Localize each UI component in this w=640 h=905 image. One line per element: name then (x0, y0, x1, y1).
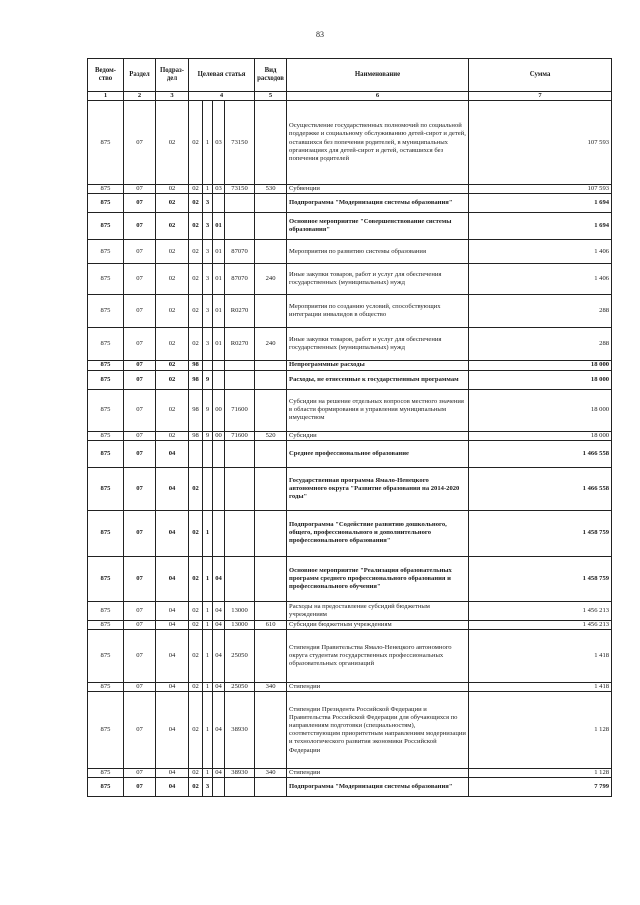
cell-cs-subprogram: 1 (203, 101, 213, 185)
cell-razdel: 07 (124, 683, 156, 692)
cell-summa: 288 (469, 295, 612, 328)
table-row (88, 361, 612, 370)
cell-vedomstvo: 875 (88, 370, 124, 389)
cell-cs-direction (225, 510, 255, 556)
cell-summa: 1 456 213 (469, 620, 612, 629)
table-row (88, 440, 612, 467)
header-summa: Сумма (469, 59, 612, 92)
header-razdel: Раздел (124, 59, 156, 92)
table-row (88, 510, 612, 556)
cell-cs-subprogram: 1 (203, 185, 213, 194)
cell-naimenovanie: Государственная программа Ямало-Ненецкого автономного округа "Развитие образования на 2014-2020 годы" (287, 467, 469, 510)
cell-cs-direction: 25050 (225, 630, 255, 683)
cell-cs-program: 02 (189, 601, 203, 620)
cell-cs-subprogram: 9 (203, 370, 213, 389)
cell-razdel: 07 (124, 194, 156, 213)
cell-summa: 18 000 (469, 431, 612, 440)
cell-cs-program: 02 (189, 778, 203, 797)
cell-vid-rashodov: 340 (255, 769, 287, 778)
cell-summa: 1 456 213 (469, 601, 612, 620)
cell-razdel: 07 (124, 556, 156, 601)
cell-cs-event: 01 (213, 240, 225, 264)
cell-naimenovanie: Субвенции (287, 185, 469, 194)
table-row (88, 194, 612, 213)
cell-razdel: 07 (124, 440, 156, 467)
cell-naimenovanie: Подпрограмма "Модернизация системы образования" (287, 194, 469, 213)
cell-vedomstvo: 875 (88, 683, 124, 692)
table-row (88, 769, 612, 778)
cell-naimenovanie: Иные закупки товаров, работ и услуг для обеспечения государственных (муниципальных) нужд (287, 328, 469, 361)
cell-naimenovanie: Мероприятия по развитию системы образования (287, 240, 469, 264)
cell-cs-event: 03 (213, 101, 225, 185)
cell-cs-subprogram (203, 467, 213, 510)
cell-vid-rashodov (255, 194, 287, 213)
cell-vid-rashodov (255, 692, 287, 769)
cell-vid-rashodov (255, 295, 287, 328)
cell-cs-event: 04 (213, 556, 225, 601)
cell-razdel: 07 (124, 620, 156, 629)
cell-vedomstvo: 875 (88, 431, 124, 440)
cell-cs-direction: R0270 (225, 295, 255, 328)
cell-cs-event (213, 510, 225, 556)
cell-summa: 107 593 (469, 101, 612, 185)
header-naimenovanie: Наименование (287, 59, 469, 92)
cell-vid-rashodov (255, 467, 287, 510)
cell-cs-direction (225, 361, 255, 370)
cell-naimenovanie: Субсидии на решение отдельных вопросов местного значения в области формирования и управления муниципальным имуществом (287, 389, 469, 431)
cell-cs-program: 02 (189, 630, 203, 683)
cell-cs-program: 02 (189, 213, 203, 240)
cell-vid-rashodov: 340 (255, 683, 287, 692)
cell-razdel: 07 (124, 431, 156, 440)
cell-vedomstvo: 875 (88, 194, 124, 213)
cell-summa: 7 799 (469, 778, 612, 797)
cell-razdel: 07 (124, 769, 156, 778)
cell-naimenovanie: Подпрограмма "Модернизация системы образования" (287, 778, 469, 797)
cell-cs-direction: R0270 (225, 328, 255, 361)
cell-razdel: 07 (124, 510, 156, 556)
cell-summa: 18 000 (469, 370, 612, 389)
cell-vid-rashodov (255, 601, 287, 620)
header-vid-rashodov: Вид расходов (255, 59, 287, 92)
cell-razdel: 07 (124, 328, 156, 361)
cell-podrazdel: 04 (156, 601, 189, 620)
cell-razdel: 07 (124, 601, 156, 620)
cell-podrazdel: 02 (156, 264, 189, 295)
cell-naimenovanie: Иные закупки товаров, работ и услуг для обеспечения государственных (муниципальных) нужд (287, 264, 469, 295)
cell-cs-subprogram: 9 (203, 389, 213, 431)
cell-podrazdel: 02 (156, 194, 189, 213)
column-number: 7 (469, 92, 612, 101)
cell-cs-event: 01 (213, 328, 225, 361)
table-row (88, 778, 612, 797)
cell-vedomstvo: 875 (88, 467, 124, 510)
cell-cs-event: 04 (213, 601, 225, 620)
cell-podrazdel: 04 (156, 467, 189, 510)
cell-vedomstvo: 875 (88, 692, 124, 769)
cell-cs-program: 98 (189, 389, 203, 431)
cell-vid-rashodov (255, 630, 287, 683)
cell-summa: 1 466 558 (469, 440, 612, 467)
cell-podrazdel: 04 (156, 778, 189, 797)
cell-summa: 1 406 (469, 240, 612, 264)
cell-vedomstvo: 875 (88, 185, 124, 194)
cell-vid-rashodov (255, 440, 287, 467)
header-row (88, 59, 612, 92)
cell-cs-program: 02 (189, 101, 203, 185)
cell-cs-event (213, 370, 225, 389)
cell-podrazdel: 02 (156, 328, 189, 361)
cell-cs-program: 02 (189, 467, 203, 510)
cell-naimenovanie: Расходы на предоставление субсидий бюджетным учреждениям (287, 601, 469, 620)
cell-vid-rashodov (255, 213, 287, 240)
cell-razdel: 07 (124, 264, 156, 295)
cell-naimenovanie: Стипендии (287, 769, 469, 778)
cell-razdel: 07 (124, 361, 156, 370)
cell-vedomstvo: 875 (88, 213, 124, 240)
cell-vedomstvo: 875 (88, 295, 124, 328)
cell-naimenovanie: Среднее профессиональное образование (287, 440, 469, 467)
cell-vid-rashodov (255, 389, 287, 431)
cell-vid-rashodov: 240 (255, 264, 287, 295)
cell-cs-event: 01 (213, 264, 225, 295)
cell-podrazdel: 02 (156, 370, 189, 389)
column-number: 5 (255, 92, 287, 101)
cell-cs-subprogram: 3 (203, 213, 213, 240)
table-row (88, 240, 612, 264)
cell-cs-direction: 38930 (225, 769, 255, 778)
cell-cs-subprogram: 3 (203, 328, 213, 361)
cell-cs-subprogram: 1 (203, 630, 213, 683)
cell-vedomstvo: 875 (88, 101, 124, 185)
cell-summa: 1 418 (469, 630, 612, 683)
cell-cs-direction (225, 440, 255, 467)
cell-podrazdel: 02 (156, 361, 189, 370)
cell-podrazdel: 04 (156, 440, 189, 467)
header-celevaya-statya: Целевая статья (189, 59, 255, 92)
cell-cs-event (213, 467, 225, 510)
cell-vedomstvo: 875 (88, 778, 124, 797)
cell-cs-subprogram: 1 (203, 510, 213, 556)
cell-podrazdel: 04 (156, 620, 189, 629)
cell-cs-event: 04 (213, 620, 225, 629)
cell-podrazdel: 04 (156, 556, 189, 601)
cell-cs-subprogram: 1 (203, 556, 213, 601)
cell-naimenovanie: Стипендии Президента Российской Федерации и Правительства Российской Федерации для обучающихся по направлениям подготовки (специальностям), соответствующим приоритетным направлениям модернизации и технологического развития экономики Российской Федерации (287, 692, 469, 769)
cell-naimenovanie: Субсидии бюджетным учреждениям (287, 620, 469, 629)
cell-cs-direction: 73150 (225, 101, 255, 185)
cell-cs-direction (225, 467, 255, 510)
cell-cs-program: 02 (189, 328, 203, 361)
cell-cs-event (213, 440, 225, 467)
cell-cs-event: 03 (213, 185, 225, 194)
cell-cs-program: 02 (189, 264, 203, 295)
cell-cs-program: 02 (189, 683, 203, 692)
cell-cs-subprogram: 3 (203, 778, 213, 797)
cell-vedomstvo: 875 (88, 440, 124, 467)
cell-cs-program (189, 440, 203, 467)
column-number: 2 (124, 92, 156, 101)
cell-cs-program: 02 (189, 769, 203, 778)
cell-cs-direction: 13000 (225, 620, 255, 629)
cell-cs-direction: 71600 (225, 389, 255, 431)
cell-vid-rashodov (255, 556, 287, 601)
cell-summa: 18 000 (469, 389, 612, 431)
cell-podrazdel: 04 (156, 769, 189, 778)
cell-summa: 1 406 (469, 264, 612, 295)
cell-cs-direction (225, 370, 255, 389)
table-body (88, 101, 612, 797)
table-row (88, 295, 612, 328)
cell-razdel: 07 (124, 778, 156, 797)
cell-podrazdel: 04 (156, 630, 189, 683)
cell-vid-rashodov (255, 370, 287, 389)
table-row (88, 630, 612, 683)
table-row (88, 692, 612, 769)
cell-podrazdel: 02 (156, 389, 189, 431)
cell-summa: 1 466 558 (469, 467, 612, 510)
table-row (88, 683, 612, 692)
cell-summa: 1 694 (469, 194, 612, 213)
cell-summa: 1 458 759 (469, 510, 612, 556)
cell-vid-rashodov: 520 (255, 431, 287, 440)
cell-razdel: 07 (124, 692, 156, 769)
cell-cs-program: 02 (189, 510, 203, 556)
table-row (88, 467, 612, 510)
cell-razdel: 07 (124, 185, 156, 194)
cell-cs-subprogram (203, 440, 213, 467)
cell-vid-rashodov: 530 (255, 185, 287, 194)
cell-naimenovanie: Стипендия Правительства Ямало-Ненецкого автономного округа студентам государственных профессиональных образовательных организаций (287, 630, 469, 683)
cell-cs-subprogram: 1 (203, 683, 213, 692)
cell-vedomstvo: 875 (88, 264, 124, 295)
cell-naimenovanie: Осуществление государственных полномочий по социальной поддержке и социальному обслуживанию детей-сирот и детей, оставшихся без попечения родителей, в муниципальных организациях для детей-сирот и детей, оставшихся без попечения родителей (287, 101, 469, 185)
cell-razdel: 07 (124, 630, 156, 683)
table-row (88, 328, 612, 361)
cell-cs-direction (225, 778, 255, 797)
cell-cs-event: 04 (213, 769, 225, 778)
cell-summa: 1 128 (469, 692, 612, 769)
cell-cs-event (213, 194, 225, 213)
column-number: 4 (189, 92, 255, 101)
cell-naimenovanie: Основное мероприятие "Реализация образовательных программ среднего профессионального образования и профессионального обучения" (287, 556, 469, 601)
table-row (88, 185, 612, 194)
table-row (88, 620, 612, 629)
cell-cs-event: 01 (213, 295, 225, 328)
cell-razdel: 07 (124, 295, 156, 328)
cell-cs-program: 02 (189, 185, 203, 194)
cell-cs-program: 02 (189, 194, 203, 213)
cell-vedomstvo: 875 (88, 240, 124, 264)
header-podrazdel: Подраз-дел (156, 59, 189, 92)
cell-naimenovanie: Мероприятия по созданию условий, способствующих интеграции инвалидов в общество (287, 295, 469, 328)
cell-vedomstvo: 875 (88, 769, 124, 778)
cell-naimenovanie: Субсидии (287, 431, 469, 440)
column-number-row (88, 92, 612, 101)
cell-cs-direction: 38930 (225, 692, 255, 769)
cell-cs-direction: 13000 (225, 601, 255, 620)
cell-razdel: 07 (124, 370, 156, 389)
cell-naimenovanie: Подпрограмма "Содействие развитию дошкольного, общего, профессионального и дополнительного профессионального образования" (287, 510, 469, 556)
cell-cs-subprogram: 1 (203, 601, 213, 620)
cell-cs-direction (225, 213, 255, 240)
cell-cs-subprogram: 3 (203, 240, 213, 264)
cell-razdel: 07 (124, 101, 156, 185)
cell-vid-rashodov (255, 240, 287, 264)
table-row (88, 601, 612, 620)
table-row (88, 264, 612, 295)
cell-cs-program: 02 (189, 556, 203, 601)
cell-summa: 288 (469, 328, 612, 361)
cell-summa: 107 593 (469, 185, 612, 194)
cell-cs-event: 01 (213, 213, 225, 240)
cell-cs-subprogram: 3 (203, 194, 213, 213)
cell-podrazdel: 02 (156, 240, 189, 264)
cell-cs-event: 04 (213, 692, 225, 769)
cell-cs-subprogram: 9 (203, 431, 213, 440)
cell-vid-rashodov (255, 361, 287, 370)
cell-podrazdel: 04 (156, 510, 189, 556)
cell-cs-subprogram: 3 (203, 295, 213, 328)
cell-cs-subprogram (203, 361, 213, 370)
cell-cs-program: 02 (189, 295, 203, 328)
cell-vid-rashodov: 240 (255, 328, 287, 361)
cell-summa: 1 694 (469, 213, 612, 240)
cell-podrazdel: 04 (156, 683, 189, 692)
cell-cs-direction: 25050 (225, 683, 255, 692)
cell-vedomstvo: 875 (88, 389, 124, 431)
cell-cs-direction: 87070 (225, 264, 255, 295)
cell-cs-direction (225, 194, 255, 213)
cell-cs-event (213, 778, 225, 797)
cell-vid-rashodov (255, 778, 287, 797)
page-number: 83 (316, 30, 324, 39)
table-row (88, 101, 612, 185)
table-row (88, 370, 612, 389)
header-vedomstvo: Ведом-ство (88, 59, 124, 92)
cell-cs-subprogram: 1 (203, 692, 213, 769)
cell-cs-program: 98 (189, 361, 203, 370)
cell-podrazdel: 02 (156, 213, 189, 240)
cell-razdel: 07 (124, 467, 156, 510)
cell-podrazdel: 02 (156, 101, 189, 185)
cell-summa: 1 128 (469, 769, 612, 778)
cell-summa: 1 458 759 (469, 556, 612, 601)
table-row (88, 431, 612, 440)
column-number: 1 (88, 92, 124, 101)
table-row (88, 389, 612, 431)
cell-cs-subprogram: 1 (203, 620, 213, 629)
cell-vedomstvo: 875 (88, 556, 124, 601)
cell-cs-program: 98 (189, 431, 203, 440)
cell-podrazdel: 02 (156, 431, 189, 440)
budget-table (87, 58, 612, 797)
cell-naimenovanie: Основное мероприятие "Совершенствование системы образования" (287, 213, 469, 240)
cell-razdel: 07 (124, 389, 156, 431)
cell-cs-direction: 87070 (225, 240, 255, 264)
cell-podrazdel: 02 (156, 185, 189, 194)
cell-naimenovanie: Расходы, не отнесенные к государственным программам (287, 370, 469, 389)
cell-cs-event: 04 (213, 683, 225, 692)
cell-podrazdel: 04 (156, 692, 189, 769)
table-row (88, 556, 612, 601)
column-number: 6 (287, 92, 469, 101)
cell-podrazdel: 02 (156, 295, 189, 328)
cell-vid-rashodov (255, 101, 287, 185)
cell-summa: 1 418 (469, 683, 612, 692)
cell-vedomstvo: 875 (88, 601, 124, 620)
cell-naimenovanie: Стипендии (287, 683, 469, 692)
cell-cs-event (213, 361, 225, 370)
table-row (88, 213, 612, 240)
cell-cs-program: 02 (189, 692, 203, 769)
cell-vedomstvo: 875 (88, 620, 124, 629)
column-number: 3 (156, 92, 189, 101)
cell-cs-program: 02 (189, 240, 203, 264)
cell-cs-event: 00 (213, 431, 225, 440)
cell-vedomstvo: 875 (88, 630, 124, 683)
cell-cs-program: 02 (189, 620, 203, 629)
cell-cs-event: 00 (213, 389, 225, 431)
cell-vedomstvo: 875 (88, 510, 124, 556)
cell-naimenovanie: Непрограммные расходы (287, 361, 469, 370)
cell-cs-event: 04 (213, 630, 225, 683)
cell-vedomstvo: 875 (88, 361, 124, 370)
cell-cs-direction: 71600 (225, 431, 255, 440)
cell-cs-subprogram: 3 (203, 264, 213, 295)
cell-vedomstvo: 875 (88, 328, 124, 361)
cell-razdel: 07 (124, 213, 156, 240)
cell-vid-rashodov: 610 (255, 620, 287, 629)
cell-cs-direction: 73150 (225, 185, 255, 194)
cell-razdel: 07 (124, 240, 156, 264)
cell-cs-subprogram: 1 (203, 769, 213, 778)
cell-vid-rashodov (255, 510, 287, 556)
cell-cs-program: 98 (189, 370, 203, 389)
cell-cs-direction (225, 556, 255, 601)
cell-summa: 18 000 (469, 361, 612, 370)
